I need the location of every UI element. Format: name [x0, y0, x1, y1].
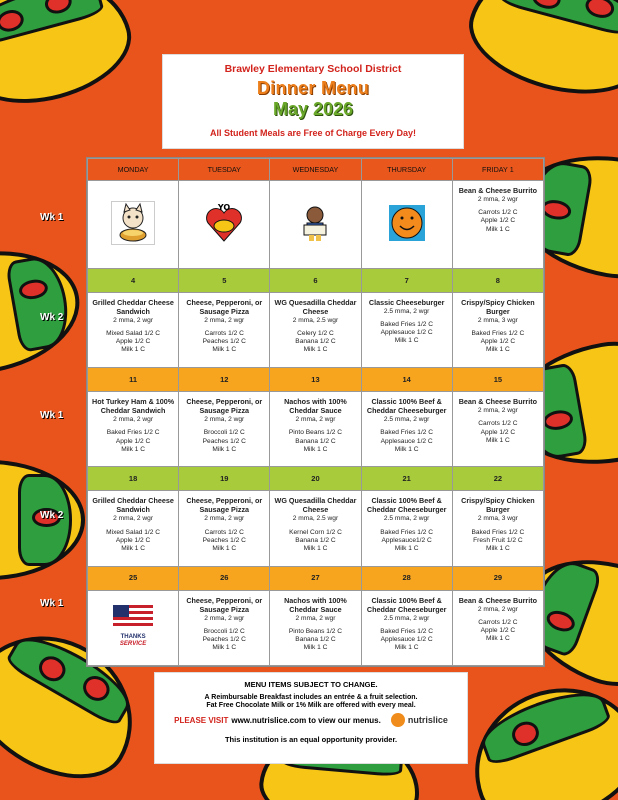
- menu-cell: [179, 292, 270, 367]
- side-item: Peaches 1/2 C: [202, 536, 246, 544]
- entree: Grilled Cheddar Cheese Sandwich: [92, 496, 174, 515]
- nutrislice-logo: [391, 713, 448, 727]
- menu-cell: [88, 392, 179, 467]
- side-item: Milk 1 C: [121, 346, 145, 354]
- taco-icon: [0, 237, 89, 383]
- entree-detail: 2.5 mma, 2 wgr: [383, 614, 430, 622]
- date-number: 28: [361, 566, 452, 590]
- svg-text:YO: YO: [218, 202, 231, 212]
- week-row: [88, 491, 544, 566]
- day-header: MONDAY: [88, 159, 179, 181]
- date-number: 22: [452, 467, 543, 491]
- menu-cell: [452, 491, 543, 566]
- entree: Bean & Cheese Burrito: [458, 185, 538, 195]
- date-number: 13: [270, 368, 361, 392]
- side-item: Baked Fries 1/2 C: [471, 330, 525, 338]
- date-number: 4: [88, 268, 179, 292]
- week-label: Wk 2: [40, 510, 64, 521]
- date-number: 21: [361, 467, 452, 491]
- side-item: Milk 1 C: [394, 445, 419, 453]
- entree-detail: 2 mma, 2 wgr: [204, 515, 245, 523]
- menu-month: May 2026: [272, 99, 354, 119]
- entree-detail: 2.5 mma, 2 wgr: [383, 416, 430, 424]
- side-item: Baked Fries 1/2 C: [471, 528, 525, 536]
- entree: Classic 100% Beef & Cheddar Cheeseburger: [366, 496, 447, 515]
- date-number-row: [88, 268, 544, 292]
- side-item: Baked Fries 1/2 C: [380, 429, 434, 437]
- week-row: [88, 180, 544, 268]
- week-row: [88, 590, 544, 665]
- side-item: Milk 1 C: [212, 545, 237, 553]
- side-item: Milk 1 C: [212, 346, 237, 354]
- side-item: Carrots 1/2 C: [204, 528, 244, 536]
- visit-line: [155, 713, 467, 727]
- flag-thanks-for-your-service-icon: [113, 605, 153, 649]
- week-row: [88, 392, 544, 467]
- menu-cell: [361, 590, 452, 665]
- side-item: Milk 1 C: [303, 445, 328, 453]
- menu-cell: [270, 180, 361, 268]
- side-item: Milk 1 C: [485, 225, 510, 233]
- entree: Cheese, Pepperoni, or Sausage Pizza: [186, 595, 263, 614]
- side-item: Carrots 1/2 C: [478, 420, 518, 428]
- side-item: Baked Fries 1/2 C: [380, 627, 434, 635]
- side-item: Baked Fries 1/2 C: [380, 528, 434, 536]
- taco-icon: [0, 0, 143, 120]
- side-item: Milk 1 C: [394, 337, 419, 345]
- menu-cell: [179, 590, 270, 665]
- menu-calendar: [86, 157, 545, 667]
- side-item: Baked Fries 1/2 C: [106, 429, 160, 437]
- side-item: Milk 1 C: [303, 346, 328, 354]
- entree: Crispy/Spicy Chicken Burger: [461, 496, 535, 515]
- side-item: Broccoli 1/2 C: [203, 429, 245, 437]
- side-item: Kernel Corn 1/2 C: [289, 528, 342, 536]
- milk-note: Fat Free Chocolate Milk or 1% Milk are offered with every meal.: [206, 702, 416, 709]
- entree: Bean & Cheese Burrito: [458, 595, 538, 605]
- side-item: Mixed Salad 1/2 C: [106, 330, 161, 338]
- entree-detail: 2 mma, 2 wgr: [477, 407, 518, 415]
- entree-detail: 2 mma, 2 wgr: [113, 416, 154, 424]
- taco-icon: [458, 0, 618, 111]
- taco-icon: [453, 665, 618, 800]
- menu-cell: [452, 392, 543, 467]
- date-number: 11: [88, 368, 179, 392]
- entree-detail: 2 mma, 2 wgr: [204, 416, 245, 424]
- side-item: Banana 1/2 C: [295, 338, 336, 346]
- date-number: 7: [361, 268, 452, 292]
- date-number: 19: [179, 467, 270, 491]
- menu-cell: [88, 180, 179, 268]
- week-label: Wk 2: [40, 312, 64, 323]
- week-row: [88, 292, 544, 367]
- side-item: Milk 1 C: [303, 644, 328, 652]
- date-number: 29: [452, 566, 543, 590]
- cat-noodle-icon: [111, 201, 155, 245]
- entree: Classic 100% Beef & Cheddar Cheeseburger: [366, 397, 447, 416]
- menu-cell: [270, 491, 361, 566]
- date-number-row: [88, 566, 544, 590]
- menu-cell: [452, 292, 543, 367]
- side-item: Carrots 1/2 C: [204, 330, 244, 338]
- side-item: Pinto Beans 1/2 C: [288, 429, 343, 437]
- entree-detail: 2 mma, 3 wgr: [477, 515, 518, 523]
- date-number: 25: [88, 566, 179, 590]
- menu-cell: [361, 180, 452, 268]
- thanks-text: THANKS: [120, 633, 146, 640]
- side-item: Milk 1 C: [212, 445, 237, 453]
- entree: Cheese, Pepperoni, or Sausage Pizza: [186, 297, 263, 316]
- side-item: Milk 1 C: [121, 545, 145, 553]
- day-header: WEDNESDAY: [270, 159, 361, 181]
- breakfast-note: A Reimbursable Breakfast includes an entrée & a fruit selection.: [204, 694, 418, 701]
- entree: Bean & Cheese Burrito: [458, 397, 538, 407]
- side-item: Milk 1 C: [485, 635, 510, 643]
- entree: Nachos with 100% Cheddar Sauce: [284, 397, 347, 416]
- menu-cell: [179, 392, 270, 467]
- side-item: Peaches 1/2 C: [202, 437, 246, 445]
- kid-reading-icon: [293, 201, 337, 245]
- nutrislice-link[interactable]: www.nutrislice.com to view our menus.: [231, 715, 381, 725]
- side-item: Milk 1 C: [303, 545, 328, 553]
- menu-cell: [179, 491, 270, 566]
- entree-detail: 2 mma, 3 wgr: [477, 316, 518, 324]
- date-number: 12: [179, 368, 270, 392]
- entree: Nachos with 100% Cheddar Sauce: [284, 595, 347, 614]
- side-item: Milk 1 C: [394, 545, 419, 553]
- entree-detail: 2 mma, 2 wgr: [113, 515, 154, 523]
- entree: Classic Cheeseburger: [368, 297, 445, 307]
- week-label: Wk 1: [40, 410, 64, 421]
- day-header: THURSDAY: [361, 159, 452, 181]
- menu-cell: [452, 180, 543, 268]
- entree-detail: 2 mma, 2.5 wgr: [292, 515, 339, 523]
- district-name: Brawley Elementary School District: [224, 63, 402, 75]
- entree: Grilled Cheddar Cheese Sandwich: [92, 297, 174, 316]
- date-number-row: [88, 467, 544, 491]
- entree: Cheese, Pepperoni, or Sausage Pizza: [186, 496, 263, 515]
- side-item: Apple 1/2 C: [480, 217, 516, 225]
- week-label: Wk 1: [40, 598, 64, 609]
- have-a-nice-day-icon: [385, 201, 429, 245]
- side-item: Apple 1/2 C: [115, 338, 151, 346]
- entree-detail: 2.5 mma, 2 wgr: [383, 307, 430, 315]
- nutrislice-logo-icon: [391, 713, 405, 727]
- menu-cell: [361, 392, 452, 467]
- side-item: Celery 1/2 C: [297, 330, 334, 338]
- entree-detail: 2.5 mma, 2 wgr: [383, 515, 430, 523]
- side-item: Carrots 1/2 C: [478, 209, 518, 217]
- date-number: 18: [88, 467, 179, 491]
- menu-cell: [452, 590, 543, 665]
- date-number: 8: [452, 268, 543, 292]
- date-number: 6: [270, 268, 361, 292]
- side-item: Applesauce1/2 C: [381, 536, 432, 544]
- side-item: Pinto Beans 1/2 C: [288, 627, 343, 635]
- entree-detail: 2 mma, 2 wgr: [204, 614, 245, 622]
- visit-label: PLEASE VISIT: [174, 715, 229, 725]
- date-number: 14: [361, 368, 452, 392]
- service-text: SERVICE: [119, 641, 147, 648]
- side-item: Baked Fries 1/2 C: [380, 321, 434, 329]
- date-number: 15: [452, 368, 543, 392]
- menu-cell: [361, 491, 452, 566]
- day-header-row: [88, 159, 544, 181]
- side-item: Banana 1/2 C: [295, 536, 336, 544]
- menu-cell: [88, 590, 179, 665]
- side-item: Apple 1/2 C: [480, 627, 516, 635]
- side-item: Milk 1 C: [485, 436, 510, 444]
- side-item: Milk 1 C: [394, 644, 419, 652]
- entree-detail: 2 mma, 2 wgr: [295, 614, 336, 622]
- side-item: Applesauce 1/2 C: [380, 329, 433, 337]
- entree: Classic 100% Beef & Cheddar Cheeseburger: [366, 595, 447, 614]
- menu-title: Dinner Menu: [256, 78, 370, 98]
- day-header: TUESDAY: [179, 159, 270, 181]
- date-number: 26: [179, 566, 270, 590]
- menu-cell: [88, 292, 179, 367]
- side-item: Apple 1/2 C: [115, 437, 151, 445]
- menu-cell: [270, 292, 361, 367]
- menu-cell: [179, 180, 270, 268]
- side-item: Peaches 1/2 C: [202, 636, 246, 644]
- entree-detail: 2 mma, 2 wgr: [477, 195, 518, 203]
- menu-header: [162, 54, 464, 149]
- menu-cell: [361, 292, 452, 367]
- subject-to-change-note: MENU ITEMS SUBJECT TO CHANGE.: [244, 680, 378, 689]
- side-item: Banana 1/2 C: [295, 636, 336, 644]
- side-item: Carrots 1/2 C: [478, 618, 518, 626]
- menu-cell: [270, 590, 361, 665]
- side-item: Applesauce 1/2 C: [380, 636, 433, 644]
- side-item: Milk 1 C: [485, 545, 510, 553]
- side-item: Fresh Fruit 1/2 C: [473, 536, 523, 544]
- menu-footer: [154, 672, 468, 764]
- entree-detail: 2 mma, 2 wgr: [295, 416, 336, 424]
- side-item: Apple 1/2 C: [480, 428, 516, 436]
- entree: WG Quesadilla Cheddar Cheese: [274, 297, 357, 316]
- entree: Crispy/Spicy Chicken Burger: [461, 297, 535, 316]
- side-item: Apple 1/2 C: [480, 338, 516, 346]
- side-item: Banana 1/2 C: [295, 437, 336, 445]
- date-number: 5: [179, 268, 270, 292]
- side-item: Applesauce 1/2 C: [380, 437, 433, 445]
- date-number: 20: [270, 467, 361, 491]
- nutrislice-brand-text: nutrislice: [407, 715, 448, 725]
- free-meals-note: All Student Meals are Free of Charge Every Day!: [209, 128, 417, 138]
- side-item: Apple 1/2 C: [115, 536, 151, 544]
- side-item: Milk 1 C: [485, 346, 510, 354]
- menu-cell: [88, 491, 179, 566]
- entree-detail: 2 mma, 2 wgr: [477, 605, 518, 613]
- entree-detail: 2 mma, 2 wgr: [113, 316, 154, 324]
- equal-opportunity-note: This institution is an equal opportunity provider.: [224, 735, 398, 744]
- week-label: Wk 1: [40, 212, 64, 223]
- yo-tacos-icon: [202, 201, 246, 245]
- entree: Cheese, Pepperoni, or Sausage Pizza: [186, 397, 263, 416]
- entree: WG Quesadilla Cheddar Cheese: [274, 496, 357, 515]
- side-item: Peaches 1/2 C: [202, 338, 246, 346]
- menu-cell: [270, 392, 361, 467]
- side-item: Milk 1 C: [121, 445, 145, 453]
- entree: Hot Turkey Ham & 100% Cheddar Sandwich: [92, 397, 175, 416]
- entree-detail: 2 mma, 2 wgr: [204, 316, 245, 324]
- side-item: Milk 1 C: [212, 644, 237, 652]
- date-number: 27: [270, 566, 361, 590]
- day-header: FRIDAY 1: [452, 159, 543, 181]
- side-item: Mixed Salad 1/2 C: [106, 528, 161, 536]
- entree-detail: 2 mma, 2.5 wgr: [292, 316, 339, 324]
- side-item: Broccoli 1/2 C: [203, 627, 245, 635]
- date-number-row: [88, 368, 544, 392]
